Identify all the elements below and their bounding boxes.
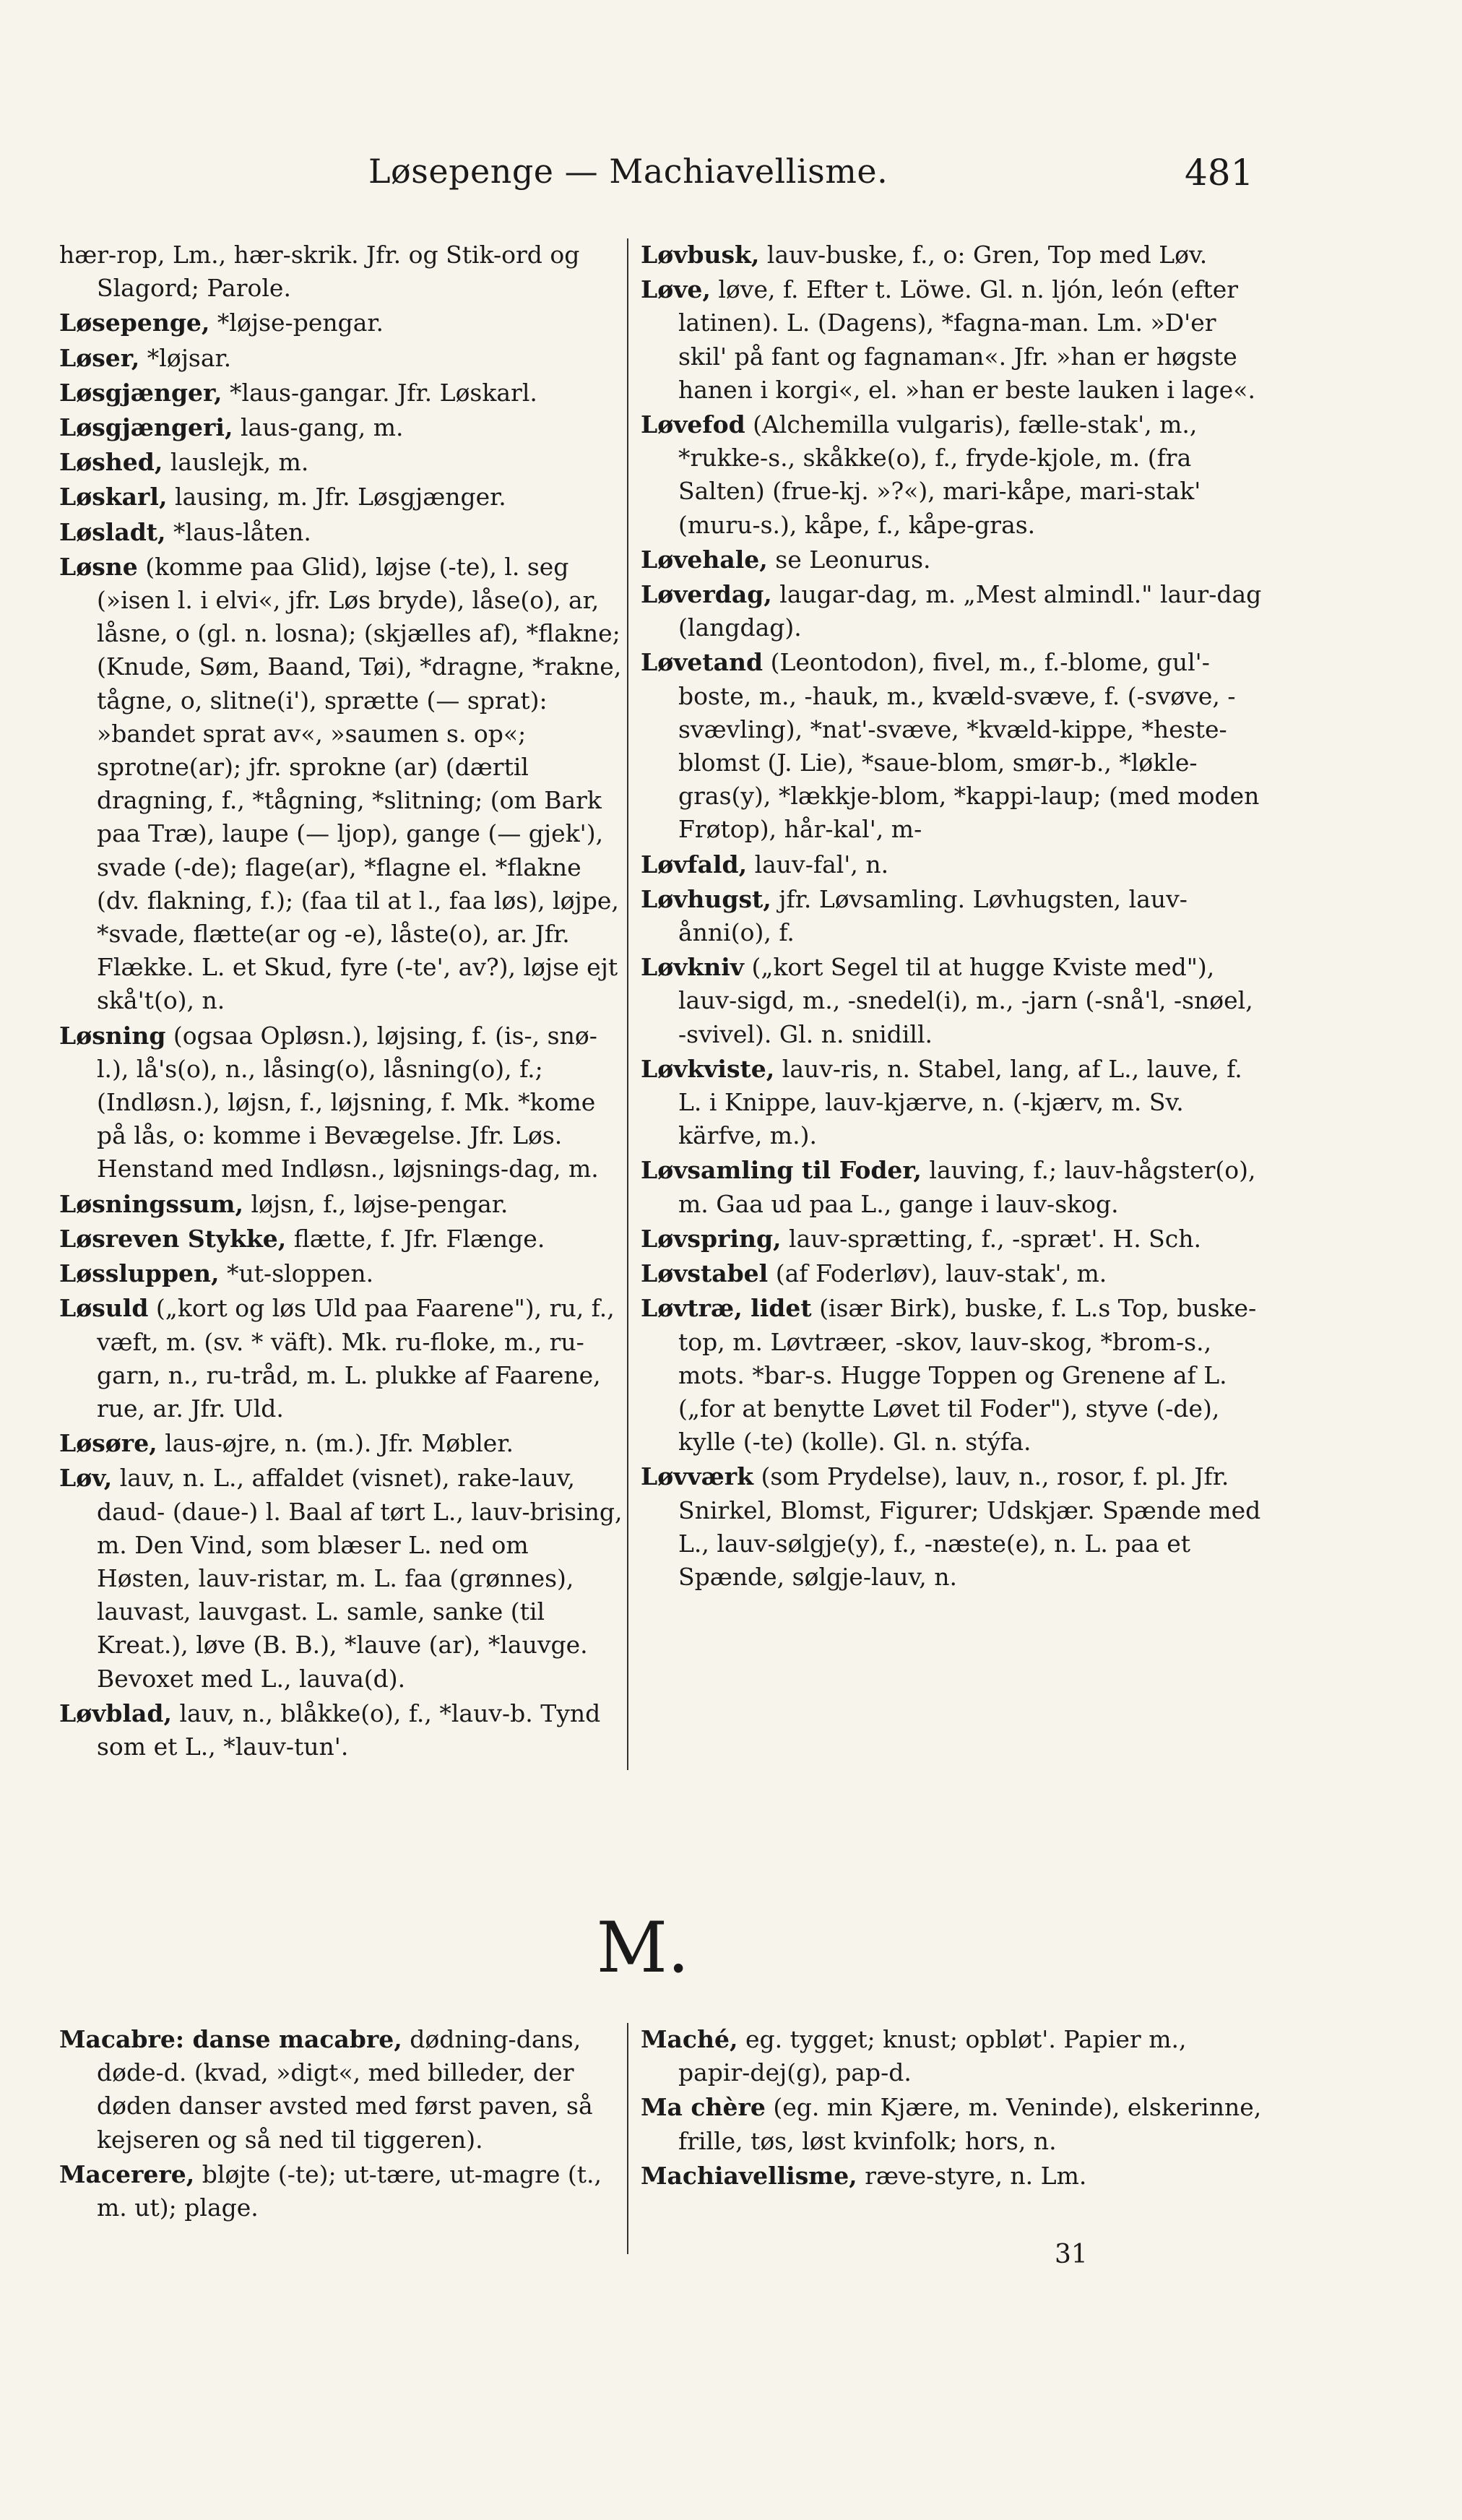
section-letter: M.	[596, 1907, 690, 1988]
entry-definition: (Alchemilla vulgaris), fælle-stak', m., *rukke-s., skåkke(o), f., fryde-kjole, m. (fra Salten) (frue-kj. »?«), mari-kåpe, mari-stak' (muru-s.), kåpe, f., kåpe-gras.	[678, 410, 1201, 539]
dictionary-entry	[641, 2159, 1262, 2193]
entry-headword: Løshed,	[59, 448, 163, 477]
entry-headword: Løvtræ, lidet	[641, 1294, 812, 1323]
dictionary-entry	[641, 1292, 1262, 1459]
column-top-left	[59, 238, 623, 1765]
entry-headword: Løsningssum,	[59, 1189, 243, 1218]
dictionary-entry	[59, 1697, 623, 1764]
entry-headword: Machiavellisme,	[641, 2161, 857, 2190]
column-bottom-left	[59, 2023, 623, 2226]
entry-definition: laus-gang, m.	[240, 413, 404, 442]
entry-headword: Macerere,	[59, 2159, 195, 2188]
dictionary-entry	[59, 411, 623, 444]
entry-headword: Løsreven Stykke,	[59, 1224, 287, 1253]
entry-definition: *ut-sloppen.	[227, 1259, 374, 1288]
entry-definition: eg. tygget; knust; opbløt'. Papier m., papir-dej(g), pap-d.	[678, 2025, 1187, 2087]
dictionary-entry	[59, 376, 623, 410]
dictionary-entry	[59, 238, 623, 305]
dictionary-entry	[59, 1292, 623, 1425]
dictionary-entry	[59, 1462, 623, 1695]
entry-definition: jfr. Løvsamling. Løvhugsten, lauv-ånni(o), f.	[678, 884, 1188, 947]
dictionary-entry	[641, 1460, 1262, 1594]
entry-definition: (ogsaa Opløsn.), løjsing, f. (is-, snø-l.), lå's(o), n., låsing(o), låsning(o), f.; (Indløsn.), løjsn, f., løjsning, f. Mk. *kome på lås, o: komme i Bevægelse. Jfr. Løs. Henstand med Indløsn., løjsnings-dag, m.	[97, 1021, 599, 1183]
entry-definition: laus-øjre, n. (m.). Jfr. Møbler.	[165, 1429, 514, 1458]
entry-headword: Løvstabel	[641, 1259, 769, 1288]
dictionary-entry	[59, 446, 623, 479]
entry-definition: *løjse-pengar.	[217, 308, 384, 337]
entry-headword: Løvetand	[641, 648, 764, 677]
entry-definition: dødning-dans, døde-d. (kvad, »digt«, med billeder, der døden danser avsted med først paven, så kejseren og så ned til tiggeren).	[97, 2025, 593, 2154]
entry-headword: Løvbusk,	[641, 241, 760, 269]
column-bottom-right	[641, 2023, 1262, 2194]
dictionary-entry	[641, 646, 1262, 846]
entry-definition: *løjsar.	[147, 343, 232, 372]
dictionary-entry	[641, 408, 1262, 542]
signature-mark: 31	[1055, 2240, 1088, 2269]
dictionary-entry	[641, 2023, 1262, 2089]
dictionary-entry	[59, 2158, 623, 2225]
entry-headword: Ma chère	[641, 2093, 766, 2122]
dictionary-entry	[641, 848, 1262, 881]
dictionary-entry	[59, 551, 623, 1018]
entry-headword: Løssluppen,	[59, 1259, 220, 1288]
entry-headword: Løsøre,	[59, 1429, 157, 1458]
entry-definition: (især Birk), buske, f. L.s Top, buske-top, m. Løvtræer, -skov, lauv-skog, *brom-s., mots. *bar-s. Hugge Toppen og Grenene af L. („for at benytte Løvet til Foder"), styve (-de), kylle (-te) (kolle). Gl. n. stýfa.	[678, 1294, 1257, 1457]
entry-headword: Løsladt,	[59, 517, 166, 546]
entry-headword: Macabre: danse macabre,	[59, 2025, 402, 2053]
entry-definition: lauv-fal', n.	[754, 850, 889, 879]
entry-definition: lausing, m. Jfr. Løsgjænger.	[174, 483, 506, 512]
entry-headword: Løsgjængeri,	[59, 413, 233, 442]
entry-definition: laugar-dag, m. „Mest almindl." laur-dag (langdag).	[678, 580, 1262, 642]
entry-definition: løjsn, f., løjse-pengar.	[251, 1189, 509, 1218]
entry-definition: („kort Segel til at hugge Kviste med"), lauv-sigd, m., -snedel(i), m., -jarn (-snå'l, -snøel, -svivel). Gl. n. snidill.	[678, 953, 1253, 1048]
entry-headword: Løv,	[59, 1464, 113, 1493]
entry-headword: Løvfald,	[641, 850, 748, 879]
entry-definition: bløjte (-te); ut-tære, ut-magre (t., m. ut); plage.	[97, 2159, 602, 2222]
entry-definition: lauv-buske, f., o: Gren, Top med Løv.	[766, 241, 1208, 269]
dictionary-entry	[641, 238, 1262, 272]
entry-headword: Løvkviste,	[641, 1054, 775, 1083]
dictionary-entry	[59, 1222, 623, 1256]
dictionary-entry	[641, 1154, 1262, 1220]
entry-definition: flætte, f. Jfr. Flænge.	[293, 1224, 545, 1253]
entry-headword: Løvværk	[641, 1462, 753, 1491]
entry-headword: Løvhugst,	[641, 884, 771, 913]
dictionary-entry	[641, 578, 1262, 644]
entry-headword: Løvefod	[641, 410, 745, 439]
entry-headword: Løsuld	[59, 1294, 149, 1323]
entry-headword: Løskarl,	[59, 483, 168, 512]
entry-definition: ræve-styre, n. Lm.	[865, 2161, 1087, 2190]
running-head	[0, 152, 1462, 210]
dictionary-entry	[641, 883, 1262, 949]
column-divider-bottom	[627, 2023, 628, 2254]
entry-headword: Løvehale,	[641, 545, 768, 574]
entry-definition: *laus-låten.	[173, 517, 311, 546]
dictionary-entry	[59, 1257, 623, 1290]
page-number: 481	[1185, 152, 1254, 194]
entry-headword: Maché,	[641, 2025, 738, 2053]
entry-headword: Løsepenge,	[59, 308, 210, 337]
entry-headword: Løverdag,	[641, 580, 772, 609]
dictionary-entry	[59, 1188, 623, 1221]
dictionary-entry	[641, 1222, 1262, 1256]
entry-headword: Løsne	[59, 552, 138, 581]
dictionary-entry	[59, 342, 623, 375]
entry-definition: lauving, f.; lauv-hågster(o), m. Gaa ud paa L., gange i lauv-skog.	[678, 1156, 1256, 1218]
entry-definition: lauv, n., blåkke(o), f., *lauv-b. Tynd som et L., *lauv-tun'.	[97, 1699, 601, 1761]
entry-definition: se Leonurus.	[775, 545, 931, 574]
entry-headword: Løvsamling til Foder,	[641, 1156, 922, 1185]
page-title: Løsepenge — Machiavellisme.	[368, 152, 888, 191]
entry-headword: Løvkniv	[641, 953, 744, 982]
dictionary-entry	[641, 951, 1262, 1051]
entry-definition: lauslejk, m.	[170, 448, 309, 477]
entry-definition: lauv-sprætting, f., -spræt'. H. Sch.	[789, 1224, 1202, 1253]
column-top-right	[641, 238, 1262, 1595]
dictionary-entry	[59, 1019, 623, 1186]
entry-definition: hær-rop, Lm., hær-skrik. Jfr. og Stik-ord og Slagord; Parole.	[59, 241, 580, 303]
dictionary-entry	[641, 1053, 1262, 1153]
dictionary-entry	[59, 306, 623, 340]
entry-headword: Løvblad,	[59, 1699, 172, 1727]
entry-headword: Løsning	[59, 1021, 166, 1050]
column-divider-top	[627, 238, 628, 1770]
entry-definition: („kort og løs Uld paa Faarene"), ru, f., væft, m. (sv. * väft). Mk. ru-floke, m., ru-garn, n., ru-tråd, m. L. plukke af Faarene, rue, ar. Jfr. Uld.	[97, 1294, 615, 1423]
entry-definition: lauv, n. L., affaldet (visnet), rake-lauv, daud- (daue-) l. Baal af tørt L., lauv-brising, m. Den Vind, som blæser L. ned om Høsten, lauv-ristar, m. L. faa (grønnes), lauvast, lauvgast. L. samle, sanke (til Kreat.), løve (B. B.), *lauve (ar), *lauvge. Bevoxet med L., lauva(d).	[97, 1464, 623, 1693]
entry-definition: (komme paa Glid), løjse (-te), l. seg (»isen l. i elvi«, jfr. Løs bryde), låse(o), ar, låsne, o (gl. n. losna); (skjælles af), *flakne; (Knude, Søm, Baand, Tøi), *dragne, *rakne, tågne, o, slitne(i'), sprætte (— sprat): »bandet sprat av«, »saumen s. op«; sprotne(ar); jfr. sprokne (ar) (dærtil dragning, f., *tågning, *slitning; (om Bark paa Træ), laupe (— ljop), gange (— gjek'), svade (-de); flage(ar), *flagne el. *flakne (dv. flakning, f.); (faa til at l., faa løs), løjpe, *svade, flætte(ar og -e), låste(o), ar. Jfr. Flække. L. et Skud, fyre (-te', av?), løjse ejt skå't(o), n.	[97, 552, 622, 1015]
entry-headword: Løsgjænger,	[59, 378, 222, 407]
dictionary-entry	[641, 273, 1262, 407]
entry-definition: lauv-ris, n. Stabel, lang, af L., lauve, f. L. i Knippe, lauv-kjærve, n. (-kjærv, m. Sv. kärfve, m.).	[678, 1054, 1242, 1150]
dictionary-entry	[59, 2023, 623, 2157]
entry-headword: Løser,	[59, 343, 140, 372]
dictionary-entry	[59, 516, 623, 549]
dictionary-entry	[641, 2091, 1262, 2157]
entry-definition: (eg. min Kjære, m. Veninde), elskerinne, frille, tøs, løst kvinfolk; hors, n.	[678, 2093, 1262, 2155]
entry-definition: løve, f. Efter t. Löwe. Gl. n. ljón, león (efter latinen). L. (Dagens), *fagna-man. Lm. »D'er skil' på fant og fagnaman«. Jfr. »han er høgste hanen i korgi«, el. »han er beste lauken i lage«.	[678, 275, 1255, 404]
entry-definition: (af Foderløv), lauv-stak', m.	[775, 1259, 1107, 1288]
entry-headword: Løvspring,	[641, 1224, 782, 1253]
dictionary-entry	[59, 480, 623, 514]
entry-definition: (som Prydelse), lauv, n., rosor, f. pl. Jfr. Snirkel, Blomst, Figurer; Udskjær. Spænde med L., lauv-sølgje(y), f., -næste(e), n. L. paa et Spænde, sølgje-lauv, n.	[678, 1462, 1261, 1591]
entry-headword: Løve,	[641, 275, 711, 304]
dictionary-entry	[59, 1427, 623, 1460]
entry-definition: *laus-gangar. Jfr. Løskarl.	[230, 378, 537, 407]
dictionary-entry	[641, 1257, 1262, 1290]
dictionary-entry	[641, 543, 1262, 577]
entry-definition: (Leontodon), fivel, m., f.-blome, gul'-boste, m., -hauk, m., kvæld-svæve, f. (-svøve, -svævling), *nat'-svæve, *kvæld-kippe, *heste-blomst (J. Lie), *saue-blom, smør-b., *løkle-gras(y), *lækkje-blom, *kappi-laup; (med moden Frøtop), hår-kal', m-	[678, 648, 1260, 844]
